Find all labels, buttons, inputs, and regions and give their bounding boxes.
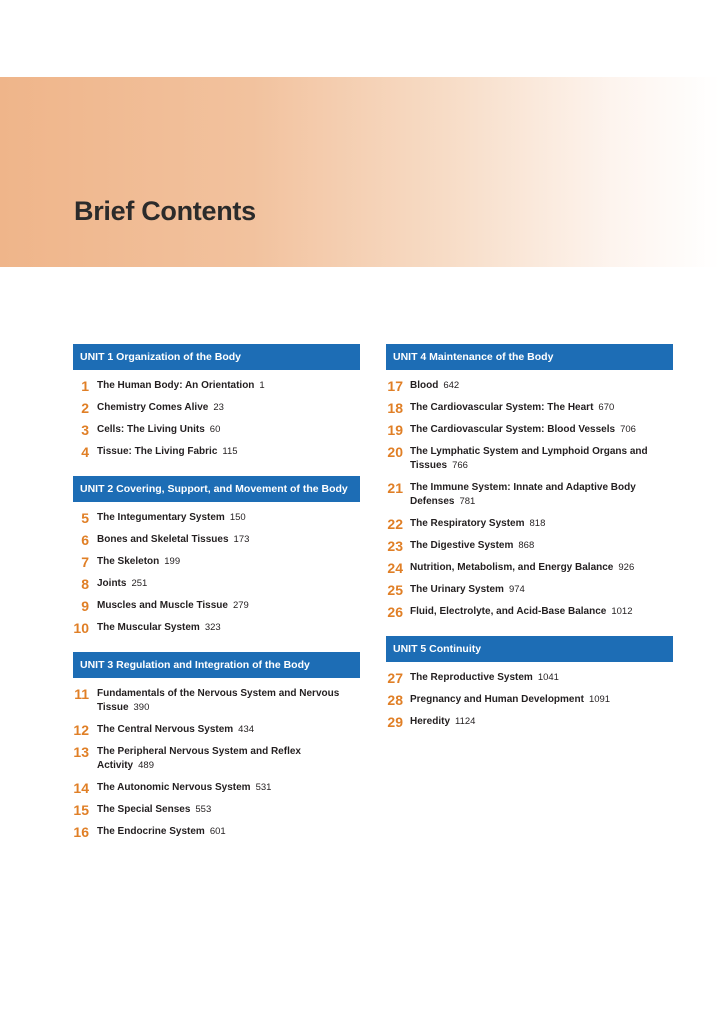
chapter-page-number: 323 bbox=[204, 622, 221, 633]
chapter-page-number: 1 bbox=[259, 380, 265, 391]
chapter-list bbox=[73, 511, 360, 635]
chapter-text bbox=[97, 781, 271, 795]
chapter-list bbox=[386, 379, 673, 619]
right-column bbox=[386, 344, 673, 737]
chapter-entry[interactable] bbox=[386, 561, 673, 575]
chapter-title: The Reproductive System bbox=[410, 672, 533, 683]
chapter-entry[interactable] bbox=[73, 401, 360, 415]
chapter-page-number: 199 bbox=[164, 556, 181, 567]
chapter-text bbox=[410, 693, 610, 707]
chapter-number: 17 bbox=[387, 378, 403, 394]
chapter-text bbox=[97, 803, 211, 817]
chapter-number: 13 bbox=[73, 744, 89, 760]
chapter-entry[interactable] bbox=[386, 401, 673, 415]
unit-spacer bbox=[73, 467, 360, 476]
chapter-number: 25 bbox=[387, 582, 403, 598]
chapter-number: 3 bbox=[81, 422, 89, 438]
chapter-entry[interactable] bbox=[73, 781, 360, 795]
chapter-text bbox=[97, 555, 180, 569]
chapter-title: Fundamentals of the Nervous System and Nervous Tissue bbox=[97, 688, 340, 713]
chapter-text bbox=[97, 379, 265, 393]
chapter-entry[interactable] bbox=[73, 511, 360, 525]
chapter-entry[interactable] bbox=[73, 599, 360, 613]
chapter-text bbox=[410, 539, 534, 553]
chapter-title: Heredity bbox=[410, 716, 451, 727]
chapter-entry[interactable] bbox=[386, 379, 673, 393]
chapter-title: The Integumentary System bbox=[97, 512, 225, 523]
chapter-title: The Cardiovascular System: The Heart bbox=[410, 402, 594, 413]
chapter-list bbox=[73, 687, 360, 839]
unit-header: UNIT 4 Maintenance of the Body bbox=[386, 344, 673, 370]
chapter-page-number: 489 bbox=[138, 760, 154, 771]
chapter-text bbox=[410, 605, 633, 619]
chapter-title: The Special Senses bbox=[97, 804, 191, 815]
chapter-number: 9 bbox=[81, 598, 89, 614]
chapter-number: 2 bbox=[81, 400, 89, 416]
chapter-entry[interactable] bbox=[73, 621, 360, 635]
chapter-title: The Urinary System bbox=[410, 584, 504, 595]
chapter-page-number: 926 bbox=[618, 562, 635, 573]
chapter-entry[interactable] bbox=[73, 577, 360, 591]
chapter-text bbox=[410, 481, 673, 509]
chapter-text bbox=[97, 511, 246, 525]
chapter-page-number: 1124 bbox=[455, 716, 476, 727]
chapter-entry[interactable] bbox=[386, 423, 673, 437]
chapter-number: 22 bbox=[387, 516, 403, 532]
chapter-number: 26 bbox=[387, 604, 403, 620]
chapter-number: 14 bbox=[73, 780, 89, 796]
chapter-entry[interactable] bbox=[73, 825, 360, 839]
chapter-number: 1 bbox=[81, 378, 89, 394]
chapter-entry[interactable] bbox=[73, 745, 360, 773]
unit-header: UNIT 1 Organization of the Body bbox=[73, 344, 360, 370]
unit-header: UNIT 3 Regulation and Integration of the Body bbox=[73, 652, 360, 678]
chapter-number: 27 bbox=[387, 670, 403, 686]
chapter-number: 12 bbox=[73, 722, 89, 738]
chapter-number: 5 bbox=[81, 510, 89, 526]
chapter-entry[interactable] bbox=[73, 445, 360, 459]
chapter-entry[interactable] bbox=[386, 693, 673, 707]
chapter-entry[interactable] bbox=[73, 379, 360, 393]
chapter-entry[interactable] bbox=[73, 533, 360, 547]
chapter-title: The Muscular System bbox=[97, 622, 200, 633]
chapter-title: The Lymphatic System and Lymphoid Organs and Tissues bbox=[410, 446, 648, 471]
chapter-text bbox=[410, 517, 545, 531]
chapter-page-number: 115 bbox=[222, 446, 238, 457]
chapter-page-number: 251 bbox=[131, 578, 148, 589]
chapter-text bbox=[410, 379, 459, 393]
chapter-title: Joints bbox=[97, 578, 127, 589]
chapter-title: The Respiratory System bbox=[410, 518, 525, 529]
chapter-text bbox=[97, 401, 224, 415]
chapter-entry[interactable] bbox=[73, 687, 360, 715]
chapter-title: Pregnancy and Human Development bbox=[410, 694, 584, 705]
chapter-page-number: 818 bbox=[529, 518, 546, 529]
chapter-page-number: 1041 bbox=[537, 672, 559, 683]
chapter-page-number: 23 bbox=[213, 402, 224, 413]
chapter-page-number: 279 bbox=[232, 600, 249, 611]
chapter-text bbox=[97, 577, 147, 591]
chapter-text bbox=[97, 825, 226, 839]
chapter-number: 11 bbox=[74, 686, 89, 702]
chapter-list bbox=[73, 379, 360, 459]
chapter-entry[interactable] bbox=[386, 605, 673, 619]
chapter-entry[interactable] bbox=[386, 517, 673, 531]
chapter-page-number: 531 bbox=[255, 782, 272, 793]
chapter-page-number: 670 bbox=[598, 402, 615, 413]
chapter-text bbox=[97, 533, 249, 547]
chapter-page-number: 1012 bbox=[611, 606, 633, 617]
chapter-number: 4 bbox=[81, 444, 89, 460]
chapter-entry[interactable] bbox=[73, 423, 360, 437]
chapter-text bbox=[410, 401, 614, 415]
chapter-entry[interactable] bbox=[386, 583, 673, 597]
chapter-title: The Cardiovascular System: Blood Vessels bbox=[410, 424, 616, 435]
chapter-title: Tissue: The Living Fabric bbox=[97, 446, 218, 457]
chapter-title: The Skeleton bbox=[97, 556, 160, 567]
chapter-number: 29 bbox=[387, 714, 403, 730]
chapter-text bbox=[410, 445, 673, 473]
chapter-list bbox=[386, 671, 673, 729]
chapter-number: 7 bbox=[81, 554, 89, 570]
chapter-text bbox=[97, 745, 360, 773]
chapter-title: The Autonomic Nervous System bbox=[97, 782, 251, 793]
chapter-title: Muscles and Muscle Tissue bbox=[97, 600, 228, 611]
unit-spacer bbox=[73, 643, 360, 652]
chapter-page-number: 390 bbox=[133, 702, 150, 713]
chapter-entry[interactable] bbox=[386, 481, 673, 509]
chapter-title: The Peripheral Nervous System and Reflex Activity bbox=[97, 746, 301, 771]
chapter-page-number: 781 bbox=[459, 496, 476, 507]
chapter-number: 8 bbox=[81, 576, 89, 592]
left-column bbox=[73, 344, 360, 847]
chapter-text bbox=[410, 423, 636, 437]
chapter-text bbox=[97, 445, 238, 459]
chapter-title: The Human Body: An Orientation bbox=[97, 380, 255, 391]
chapter-text bbox=[410, 583, 525, 597]
chapter-title: The Immune System: Innate and Adaptive Body Defenses bbox=[410, 482, 636, 507]
chapter-number: 10 bbox=[73, 620, 89, 636]
chapter-number: 15 bbox=[73, 802, 89, 818]
chapter-entry[interactable] bbox=[73, 555, 360, 569]
chapter-page-number: 60 bbox=[209, 424, 221, 435]
chapter-entry[interactable] bbox=[386, 539, 673, 553]
chapter-page-number: 706 bbox=[620, 424, 636, 435]
title-banner bbox=[0, 77, 720, 267]
chapter-title: The Central Nervous System bbox=[97, 724, 234, 735]
chapter-entry[interactable] bbox=[386, 671, 673, 685]
chapter-number: 21 bbox=[387, 480, 403, 496]
chapter-text bbox=[97, 723, 254, 737]
chapter-page-number: 642 bbox=[443, 380, 460, 391]
chapter-page-number: 553 bbox=[195, 804, 212, 815]
chapter-title: Cells: The Living Units bbox=[97, 424, 205, 435]
unit-header: UNIT 5 Continuity bbox=[386, 636, 673, 662]
chapter-page-number: 868 bbox=[518, 540, 535, 551]
chapter-entry[interactable] bbox=[73, 803, 360, 817]
unit-header: UNIT 2 Covering, Support, and Movement of the Body bbox=[73, 476, 360, 502]
chapter-entry[interactable] bbox=[73, 723, 360, 737]
chapter-number: 28 bbox=[387, 692, 403, 708]
chapter-text bbox=[97, 599, 249, 613]
chapter-page-number: 173 bbox=[233, 534, 250, 545]
chapter-number: 18 bbox=[387, 400, 403, 416]
chapter-number: 6 bbox=[81, 532, 89, 548]
chapter-number: 23 bbox=[387, 538, 403, 554]
chapter-page-number: 974 bbox=[508, 584, 525, 595]
chapter-title: Chemistry Comes Alive bbox=[97, 402, 209, 413]
chapter-page-number: 601 bbox=[209, 826, 226, 837]
chapter-page-number: 1091 bbox=[588, 694, 611, 705]
unit-spacer bbox=[386, 627, 673, 636]
chapter-title: The Digestive System bbox=[410, 540, 514, 551]
chapter-page-number: 766 bbox=[452, 460, 468, 471]
chapter-number: 24 bbox=[387, 560, 403, 576]
chapter-text bbox=[410, 561, 634, 575]
page-title: Brief Contents bbox=[74, 196, 256, 226]
chapter-text bbox=[410, 671, 559, 685]
chapter-title: Bones and Skeletal Tissues bbox=[97, 534, 229, 545]
chapter-title: Nutrition, Metabolism, and Energy Balance bbox=[410, 562, 614, 573]
chapter-text bbox=[97, 687, 360, 715]
chapter-number: 20 bbox=[387, 444, 403, 460]
chapter-entry[interactable] bbox=[386, 445, 673, 473]
chapter-text bbox=[97, 621, 221, 635]
chapter-title: Blood bbox=[410, 380, 439, 391]
chapter-title: The Endocrine System bbox=[97, 826, 205, 837]
chapter-number: 19 bbox=[387, 422, 403, 438]
chapter-text bbox=[97, 423, 220, 437]
chapter-page-number: 434 bbox=[238, 724, 255, 735]
chapter-page-number: 150 bbox=[229, 512, 246, 523]
chapter-entry[interactable] bbox=[386, 715, 673, 729]
chapter-text bbox=[410, 715, 475, 729]
chapter-number: 16 bbox=[73, 824, 89, 840]
chapter-title: Fluid, Electrolyte, and Acid-Base Balance bbox=[410, 606, 607, 617]
